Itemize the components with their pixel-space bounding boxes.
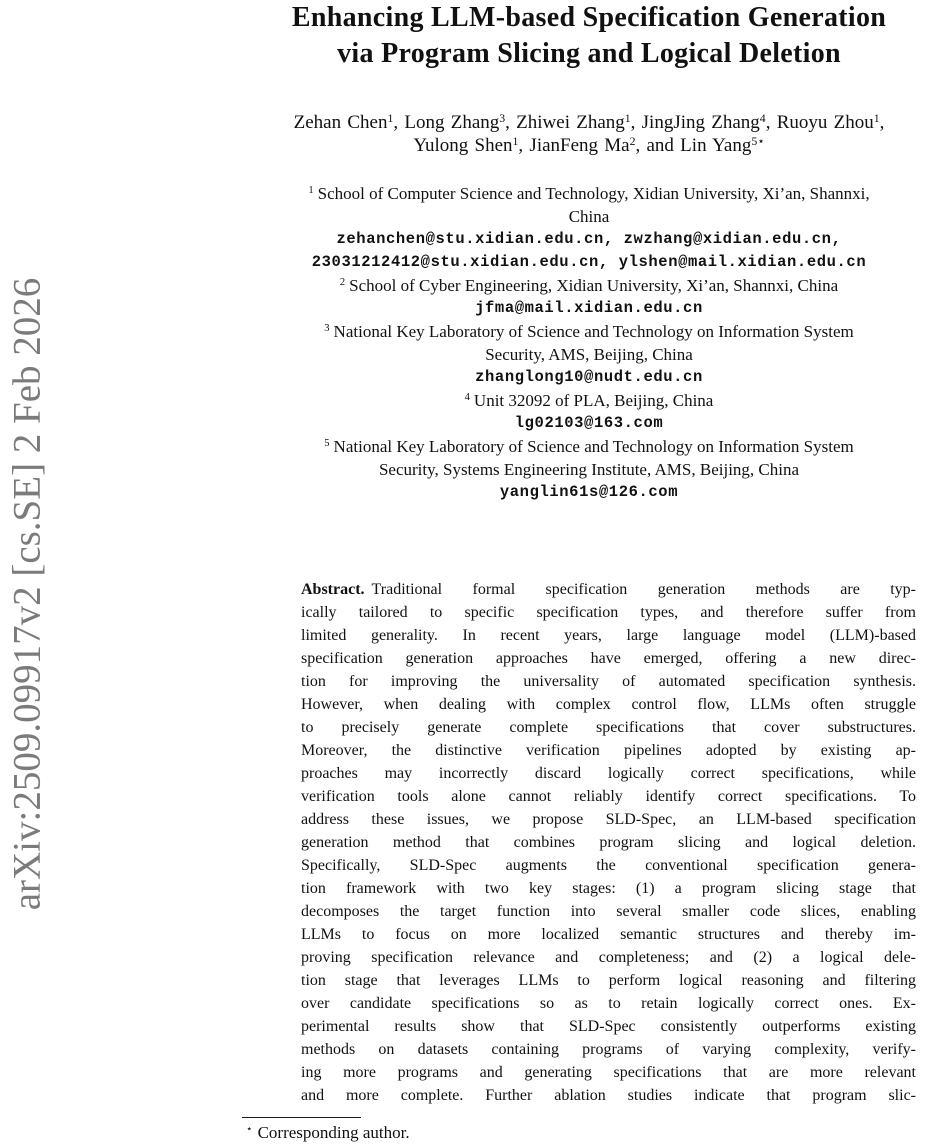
- author-name-text: , Long Zhang: [393, 112, 500, 133]
- abstract-line: methods on datasets containing programs of varying complexity, verify-: [301, 1041, 916, 1058]
- affiliation-text: China: [568, 207, 610, 226]
- author-superscript: 3: [499, 111, 506, 125]
- abstract-line: Moreover, the distinctive verification pipelines adopted by existing ap-: [301, 742, 916, 759]
- abstract-line: Specifically, SLD-Spec augments the conventional specification genera-: [301, 857, 916, 874]
- abstract-line: verification tools alone cannot reliably identify correct specifications. To: [301, 788, 916, 805]
- affiliation-email-line: [233, 228, 945, 251]
- abstract-line: perimental results show that SLD-Spec consistently outperforms existing: [301, 1018, 916, 1035]
- affiliation-number: 4: [464, 392, 470, 404]
- author-superscript: 4: [759, 111, 766, 125]
- abstract-line: proving specification relevance and completeness; and (2) a logical dele-: [301, 949, 916, 966]
- author-superscript: 5⋆: [751, 134, 765, 148]
- affiliation-text: School of Computer Science and Technology, Xidian University, Xi’an, Shannxi,: [317, 184, 870, 203]
- abstract-line: limited generality. In recent years, large language model (LLM)-based: [301, 627, 916, 644]
- abstract-line: and more complete. Further ablation studies indicate that program slic-: [301, 1087, 916, 1104]
- affiliation-line: [233, 343, 945, 366]
- author-superscript: 1: [873, 111, 880, 125]
- affiliation-text: Security, AMS, Beijing, China: [485, 345, 693, 364]
- email-text: zehanchen@stu.xidian.edu.cn, zwzhang@xidian.edu.cn,: [336, 230, 842, 248]
- author-line-1: [233, 111, 945, 134]
- author-name-text: , and Lin Yang: [635, 135, 752, 156]
- affiliation-line: [233, 458, 945, 481]
- affiliation-email-line: [233, 297, 945, 320]
- author-list: [233, 111, 945, 157]
- footnote-text: Corresponding author.: [257, 1123, 410, 1142]
- abstract-line: address these issues, we propose SLD-Spec, an LLM-based specification: [301, 811, 916, 828]
- abstract-line: However, when dealing with complex control flow, LLMs often struggle: [301, 696, 916, 713]
- footnote: [246, 1122, 926, 1143]
- affiliation-email-line: [233, 366, 945, 389]
- footnote-marker: ⋆: [246, 1124, 253, 1136]
- author-superscript: 1: [624, 111, 631, 125]
- author-superscript: 1: [512, 134, 519, 148]
- content-column: [233, 0, 945, 1144]
- affiliation-line: [233, 274, 945, 297]
- author-name-text: Zehan Chen: [293, 112, 388, 133]
- affiliation-email-line: [233, 251, 945, 274]
- affiliation-email-line: [233, 481, 945, 504]
- affiliation-line: [233, 182, 945, 205]
- arxiv-stamp-text: arXiv:2509.09917v2 [cs.SE] 2 Feb 2026: [5, 277, 49, 911]
- abstract-line: tion framework with two key stages: (1) a program slicing stage that: [301, 880, 916, 897]
- affiliation-text: Unit 32092 of PLA, Beijing, China: [473, 391, 714, 410]
- email-text: zhanglong10@nudt.edu.cn: [475, 368, 703, 386]
- affiliation-text: National Key Laboratory of Science and Technology on Information System: [333, 322, 854, 341]
- abstract-line: generation method that combines program slicing and logical deletion.: [301, 834, 916, 851]
- footnote-rule: [242, 1117, 361, 1118]
- abstract-block: [301, 578, 916, 1107]
- email-text: yanglin61s@126.com: [499, 483, 679, 501]
- affiliations-block: [233, 182, 945, 504]
- author-name-text: , Ruoyu Zhou: [765, 112, 874, 133]
- author-superscript: 2: [629, 134, 636, 148]
- affiliation-number: 2: [339, 277, 346, 289]
- affiliation-number: 1: [308, 185, 314, 197]
- abstract-line: specification generation approaches have emerged, offering a new direc-: [301, 650, 916, 667]
- abstract-line: ically tailored to specific specification types, and therefore suffer from: [301, 604, 916, 621]
- abstract-line: [301, 578, 916, 601]
- paper-title: [233, 0, 945, 72]
- abstract-label: Abstract.: [301, 581, 365, 598]
- abstract-line: LLMs to focus on more localized semantic structures and thereby im-: [301, 926, 916, 943]
- affiliation-text: National Key Laboratory of Science and Technology on Information System: [333, 437, 854, 456]
- abstract-line: proaches may incorrectly discard logically correct specifications, while: [301, 765, 916, 782]
- author-name-text: ,: [879, 112, 885, 133]
- abstract-line: to precisely generate complete specifications that cover substructures.: [301, 719, 916, 736]
- affiliation-line: [233, 205, 945, 228]
- affiliation-text: School of Cyber Engineering, Xidian University, Xi’an, Shannxi, China: [349, 276, 839, 295]
- affiliation-number: 5: [324, 438, 330, 450]
- abstract-line: decomposes the target function into several smaller code slices, enabling: [301, 903, 916, 920]
- author-line-2: [233, 134, 945, 157]
- abstract-line: over candidate specifications so as to retain logically correct ones. Ex-: [301, 995, 916, 1012]
- title-line-2: via Program Slicing and Logical Deletion: [337, 38, 841, 69]
- author-name-text: Yulong Shen: [413, 135, 513, 156]
- author-name-text: , JianFeng Ma: [518, 135, 630, 156]
- affiliation-number: 3: [324, 323, 330, 335]
- affiliation-email-line: [233, 412, 945, 435]
- email-text: 23031212412@stu.xidian.edu.cn, ylshen@mail.xidian.edu.cn: [311, 253, 867, 271]
- email-text: lg02103@163.com: [514, 414, 664, 432]
- abstract-line: ing more programs and generating specifications that are more relevant: [301, 1064, 916, 1081]
- affiliation-line: [233, 320, 945, 343]
- email-text: jfma@mail.xidian.edu.cn: [475, 299, 703, 317]
- abstract-line: tion stage that leverages LLMs to perform logical reasoning and filtering: [301, 972, 916, 989]
- abstract-line: tion for improving the universality of automated specification synthesis.: [301, 673, 916, 690]
- affiliation-line: [233, 435, 945, 458]
- author-name-text: , JingJing Zhang: [630, 112, 760, 133]
- affiliation-line: [233, 389, 945, 412]
- affiliation-text: Security, Systems Engineering Institute, AMS, Beijing, China: [378, 460, 800, 479]
- title-line-1: Enhancing LLM-based Specification Generation: [291, 2, 887, 33]
- abstract-text: Traditional formal specification generation methods are typ-: [371, 581, 916, 598]
- author-name-text: , Zhiwei Zhang: [505, 112, 625, 133]
- author-superscript: 1: [387, 111, 394, 125]
